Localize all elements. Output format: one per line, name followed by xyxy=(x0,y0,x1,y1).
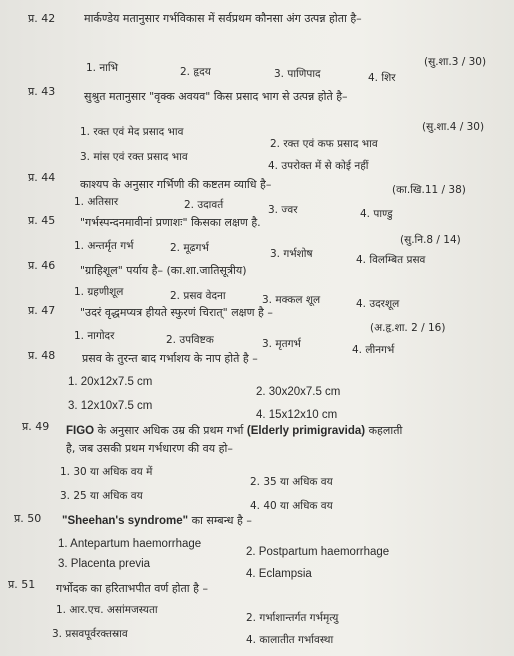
option: 4. पाण्डु xyxy=(360,208,393,220)
option: 2. प्रसव वेदना xyxy=(170,290,226,302)
english-term: "Sheehan's syndrome" xyxy=(62,515,189,527)
option: 2. 30x20x7.5 cm xyxy=(256,386,341,398)
option: 1. 20x12x7.5 cm xyxy=(68,376,153,388)
option: 1. नागोदर xyxy=(74,330,115,342)
option: 4. शिर xyxy=(368,72,396,84)
question-number: प्र. 45 xyxy=(28,214,56,227)
option: 4. Eclampsia xyxy=(246,568,312,580)
question-number: प्र. 50 xyxy=(14,512,42,525)
option: 3. 12x10x7.5 cm xyxy=(68,400,153,412)
question-number: प्र. 47 xyxy=(28,304,56,317)
question-text-figo xyxy=(66,424,402,438)
question-number: प्र. 43 xyxy=(28,85,56,98)
option: 1. रक्त एवं मेद प्रसाद भाव xyxy=(80,126,184,138)
english-term: (Elderly primigravida) xyxy=(246,425,366,437)
option: 3. प्रसवपूर्वरक्तस्राव xyxy=(52,628,128,640)
option: 3. मृतगर्भ xyxy=(262,338,301,350)
reference: (सु.शा.3 / 30) xyxy=(424,56,487,68)
option: 4. कालातीत गर्भावस्था xyxy=(246,634,334,646)
option: 1. Antepartum haemorrhage xyxy=(58,538,202,550)
reference: (सु.नि.8 / 14) xyxy=(400,234,461,246)
option: 2. Postpartum haemorrhage xyxy=(246,546,390,558)
question-text: सुश्रुत मतानुसार "वृक्क अवयव" किस प्रसाद भाग से उत्पन्न होते है– xyxy=(84,90,348,103)
option: 4. 15x12x10 cm xyxy=(256,409,338,421)
question-text: मार्कण्डेय मतानुसार गर्भविकास में सर्वप्रथम कौनसा अंग उत्पन्न होता है– xyxy=(84,12,362,25)
question-text: काश्यप के अनुसार गर्भिणी की कष्टतम व्याधि है– xyxy=(80,178,272,191)
question-text: गर्भोदक का हरिताभपीत वर्ण होता है – xyxy=(56,582,208,595)
option: 4. उपरोक्त में से कोई नहीं xyxy=(268,160,369,172)
option: 3. ज्वर xyxy=(268,204,298,216)
option: 1. अन्तर्मृत गर्भ xyxy=(74,240,134,252)
option: 2. मूढगर्भ xyxy=(170,242,209,254)
option: 2. 35 या अधिक वय xyxy=(250,476,333,488)
option: 2. हृदय xyxy=(180,66,211,78)
option: 1. 30 या अधिक वय में xyxy=(60,466,153,478)
reference: (अ.हृ.शा. 2 / 16) xyxy=(370,322,446,334)
option: 1. नाभि xyxy=(86,62,119,74)
question-text: प्रसव के तुरन्त बाद गर्भाशय के नाप होते है – xyxy=(82,352,258,365)
question-text: "ग्राहिशूल" पर्याय है– (का.शा.जातिसूत्रीय) xyxy=(80,264,247,277)
question-number: प्र. 49 xyxy=(22,420,50,433)
question-text-part: का सम्बन्ध है – xyxy=(191,514,252,527)
question-text-part: के अनुसार अधिक उम्र की प्रथम गर्भा xyxy=(97,424,244,437)
reference: (सु.शा.4 / 30) xyxy=(422,121,485,133)
question-text-part: कहलाती xyxy=(368,424,403,437)
option: 3. 25 या अधिक वय xyxy=(60,490,143,502)
question-number: प्र. 44 xyxy=(28,171,56,184)
question-number: प्र. 42 xyxy=(28,12,56,25)
question-number: प्र. 46 xyxy=(28,259,56,272)
question-number: प्र. 51 xyxy=(8,578,36,591)
option: 4. विलम्बित प्रसव xyxy=(356,254,426,266)
option: 1. आर.एच. असांमजस्यता xyxy=(56,604,158,616)
question-text-line2: है, जब उसकी प्रथम गर्भधारण की वय हो– xyxy=(66,442,233,455)
option: 4. लीनगर्भ xyxy=(352,344,395,356)
option: 3. Placenta previa xyxy=(58,558,151,570)
reference: (का.खि.11 / 38) xyxy=(392,184,466,196)
option: 3. मक्कल शूल xyxy=(262,294,321,306)
figo-label: FIGO xyxy=(66,425,95,437)
question-text: "गर्भस्पन्दनमावीनां प्रणाशः" किसका लक्षण है. xyxy=(80,216,261,229)
option: 4. उदरशूल xyxy=(356,298,400,310)
option: 2. रक्त एवं कफ प्रसाद भाव xyxy=(270,138,378,150)
option: 3. गर्भशोष xyxy=(270,248,313,260)
option: 2. गर्भाशान्तर्गत गर्भमृत्यु xyxy=(246,612,339,624)
question-text xyxy=(62,514,252,528)
option: 4. 40 या अधिक वय xyxy=(250,500,333,512)
option: 1. ग्रहणीशूल xyxy=(74,286,124,298)
option: 3. पाणिपाद xyxy=(274,68,321,80)
question-number: प्र. 48 xyxy=(28,349,56,362)
option: 2. उदावर्त xyxy=(184,199,224,211)
question-text: "उदरं वृद्धमप्यत्र हीयते स्फुरणं चिरात्" लक्षण है – xyxy=(80,306,273,319)
option: 3. मांस एवं रक्त प्रसाद भाव xyxy=(80,151,188,163)
option: 1. अतिसार xyxy=(74,196,119,208)
option: 2. उपविष्टक xyxy=(166,334,214,346)
